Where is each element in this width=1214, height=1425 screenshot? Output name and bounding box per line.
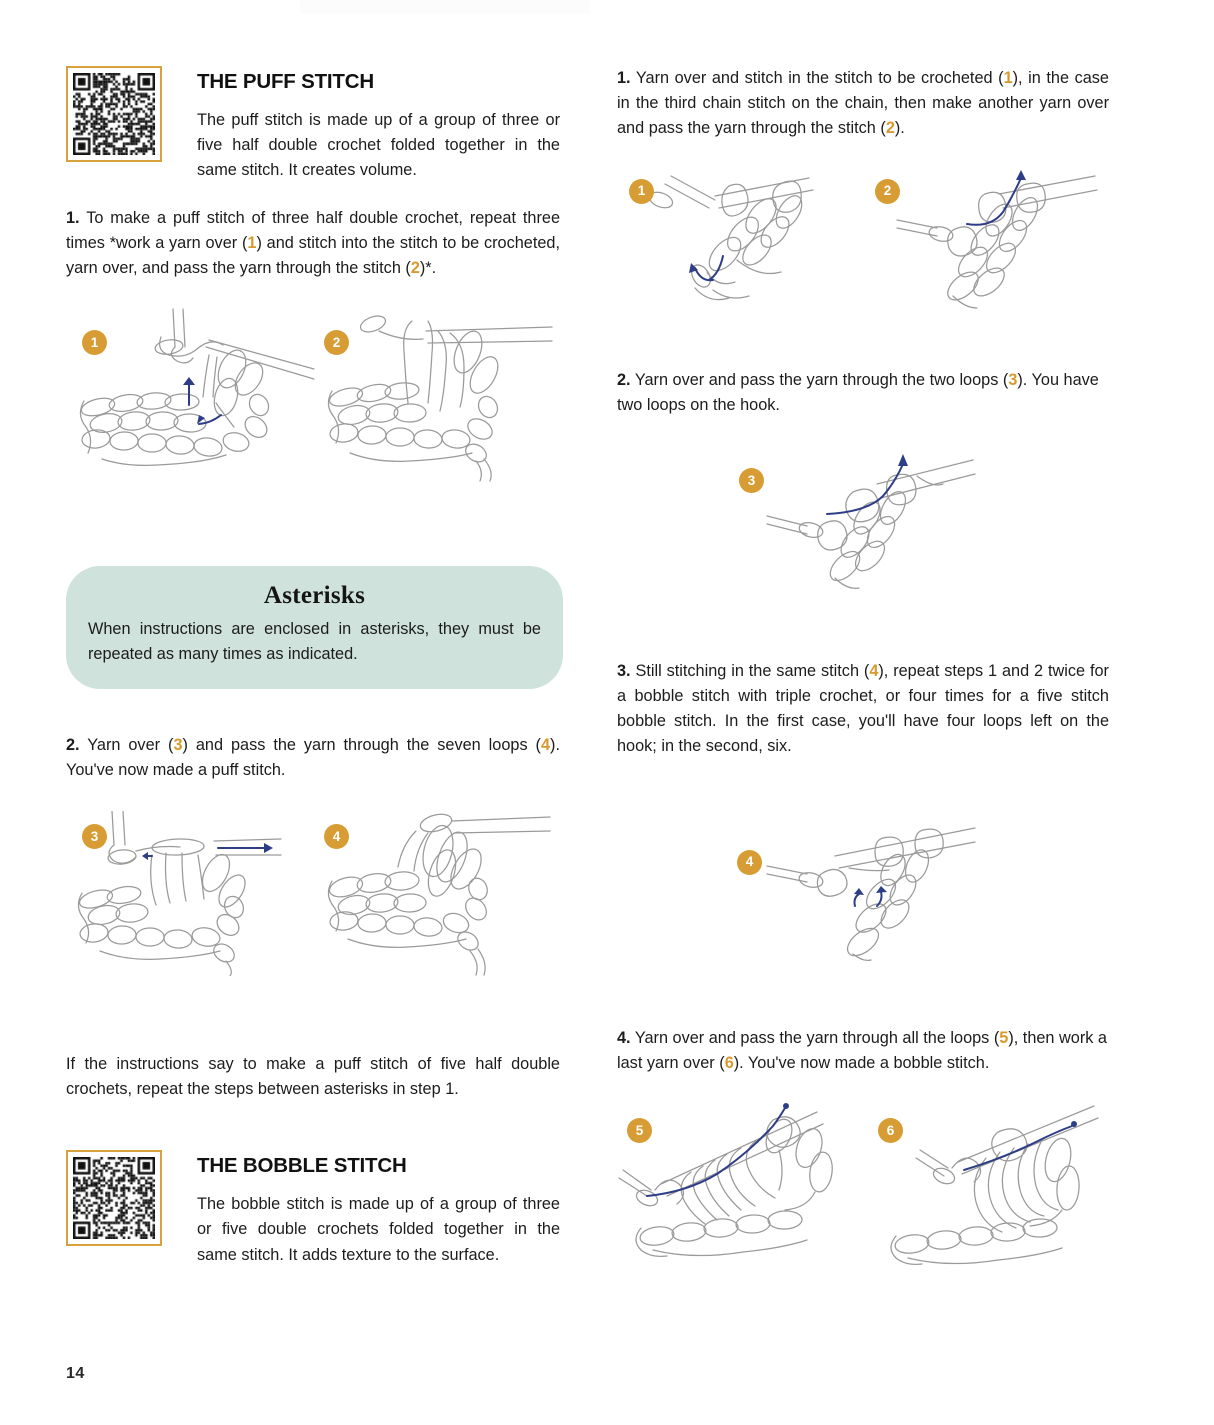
puff-step-2-text-c: ). You've now made a puff stitch.	[66, 735, 560, 779]
puff-figure-4	[316, 811, 560, 976]
puff-figure-3	[66, 811, 316, 976]
puff-step-1-number: 1.	[66, 208, 80, 227]
bobble-step-4-paragraph	[617, 1026, 1109, 1076]
figure-badge-6: 6	[878, 1118, 903, 1143]
bobble-stitch-diagram-5	[617, 1100, 872, 1270]
bobble-step-3-ref-a: 4	[869, 661, 879, 680]
figure-badge-4: 4	[737, 850, 762, 875]
bobble-figure-5	[617, 1100, 872, 1270]
bobble-figures-1-2	[617, 164, 1109, 314]
figure-badge-1: 1	[82, 330, 107, 355]
puff-closing-paragraph	[66, 1052, 560, 1102]
bobble-step-4-text-b: ), then work a last yarn over (	[617, 1028, 1107, 1072]
puff-step-2-text-a: Yarn over (	[87, 735, 174, 754]
puff-stitch-intro: The puff stitch is made up of a group of three or five half double crochet folded together in the same stitch. It creates volume.	[197, 111, 560, 180]
bobble-figure-3	[727, 446, 1109, 591]
bobble-stitch-title: THE BOBBLE STITCH	[197, 1154, 407, 1178]
puff-step-2-ref-b: 4	[540, 735, 551, 754]
page-number: 14	[66, 1365, 85, 1382]
bobble-figure-1	[617, 164, 867, 314]
puff-figure-1	[66, 307, 316, 482]
figure-badge-4: 4	[324, 824, 349, 849]
figure-badge-3: 3	[739, 468, 764, 493]
bobble-step-1-text-a: Yarn over and stitch in the stitch to be crocheted (	[635, 69, 1004, 87]
bobble-step-4-text-c: ). You've now made a bobble stitch.	[733, 1053, 990, 1072]
qr-canvas-puff	[73, 73, 155, 155]
bobble-stitch-diagram-6	[872, 1100, 1112, 1270]
puff-step-1-text-b: ) and stitch into the stitch to be crocheted, yarn over, and pass the yarn through the stitch (	[66, 233, 560, 277]
qr-code-bobble-stitch[interactable]	[66, 1150, 162, 1246]
asterisks-callout	[66, 566, 563, 689]
bobble-step-3-text-a: Still stitching in the same stitch (	[635, 661, 870, 680]
bobble-step-4-text-a: Yarn over and pass the yarn through all the loops (	[634, 1028, 1000, 1047]
puff-step-2-ref-a: 3	[173, 735, 183, 754]
bobble-step-1-paragraph	[617, 66, 1109, 142]
right-column	[617, 66, 1109, 1270]
top-edge-band	[300, 0, 590, 14]
figure-badge-5: 5	[627, 1118, 652, 1143]
bobble-step-1-text-c: ).	[894, 119, 905, 138]
qr-canvas-bobble	[73, 1157, 155, 1239]
bobble-step-2-paragraph	[617, 368, 1109, 418]
puff-step-1-text-c: )*.	[419, 258, 437, 277]
puff-step-2-paragraph	[66, 733, 560, 783]
puff-figures-3-4	[66, 811, 560, 976]
bobble-figure-3-row	[617, 446, 1109, 591]
bobble-step-1-text-b: ), in the case in the third chain stitch on the chain, then make another yarn over and pass the yarn through the stitch (	[617, 69, 1109, 138]
bobble-step-4-ref-b: 6	[724, 1053, 734, 1072]
puff-figures-1-2	[66, 307, 560, 482]
puff-step-1-ref-a: 1	[247, 233, 257, 252]
bobble-step-2-ref-a: 3	[1008, 370, 1018, 389]
figure-badge-2: 2	[324, 330, 349, 355]
bobble-step-4-number: 4.	[617, 1028, 631, 1047]
puff-figure-2	[316, 307, 560, 482]
bobble-stitch-diagram-1	[617, 164, 867, 314]
asterisks-callout-body: When instructions are enclosed in asterisks, they must be repeated as many times as indicated.	[88, 620, 541, 663]
bobble-stitch-diagram-4	[725, 822, 985, 962]
bobble-step-1-number: 1.	[617, 69, 631, 87]
bobble-step-3-text-b: ), repeat steps 1 and 2 twice for a bobble stitch with triple crochet, or four times for a five stitch bobble stitch. In the first case, you'll have four loops left on the hook; in the second, six.	[617, 661, 1109, 756]
left-column	[66, 66, 560, 1268]
bobble-step-1-ref-b: 2	[885, 119, 895, 138]
bobble-stitch-intro: The bobble stitch is made up of a group of three or five double crochets folded together in the same stitch. It adds texture to the surface.	[197, 1195, 560, 1264]
bobble-stitch-diagram-3	[727, 446, 987, 591]
bobble-figure-4	[725, 822, 1109, 962]
bobble-figures-5-6	[617, 1100, 1109, 1270]
bobble-figure-6	[872, 1100, 1112, 1270]
puff-stitch-title: THE PUFF STITCH	[197, 70, 374, 93]
bobble-step-4-ref-a: 5	[999, 1028, 1009, 1047]
bobble-figure-2	[867, 164, 1109, 314]
bobble-figure-4-row	[617, 822, 1109, 962]
puff-step-1-ref-b: 2	[410, 258, 420, 277]
bobble-step-2-text-a: Yarn over and pass the yarn through the two loops (	[634, 370, 1009, 389]
puff-step-1-text-a: To make a puff stitch of three half double crochet, repeat three times *work a yarn over (	[66, 208, 561, 252]
puff-step-2-text-b: ) and pass the yarn through the seven loops (	[182, 735, 541, 754]
puff-stitch-header	[66, 66, 560, 184]
puff-step-1-paragraph	[66, 206, 560, 282]
figure-badge-1: 1	[629, 179, 654, 204]
bobble-step-3-paragraph	[617, 659, 1109, 760]
bobble-stitch-header	[66, 1150, 560, 1268]
figure-badge-2: 2	[875, 179, 900, 204]
bobble-stitch-diagram-2	[867, 164, 1107, 314]
bobble-step-2-text-b: ). You have two loops on the hook.	[617, 370, 1099, 414]
puff-stitch-diagram-2	[316, 307, 556, 482]
puff-step-2-number: 2.	[66, 735, 80, 754]
puff-stitch-diagram-4	[316, 811, 556, 976]
qr-code-puff-stitch[interactable]	[66, 66, 162, 162]
bobble-step-1-ref-a: 1	[1003, 69, 1013, 87]
asterisks-callout-title: Asterisks	[263, 582, 366, 610]
figure-badge-3: 3	[82, 824, 107, 849]
bobble-step-2-number: 2.	[617, 370, 631, 389]
bobble-step-3-number: 3.	[617, 661, 631, 680]
puff-closing-text: If the instructions say to make a puff stitch of five half double crochets, repeat the steps between asterisks in step 1.	[66, 1054, 560, 1099]
